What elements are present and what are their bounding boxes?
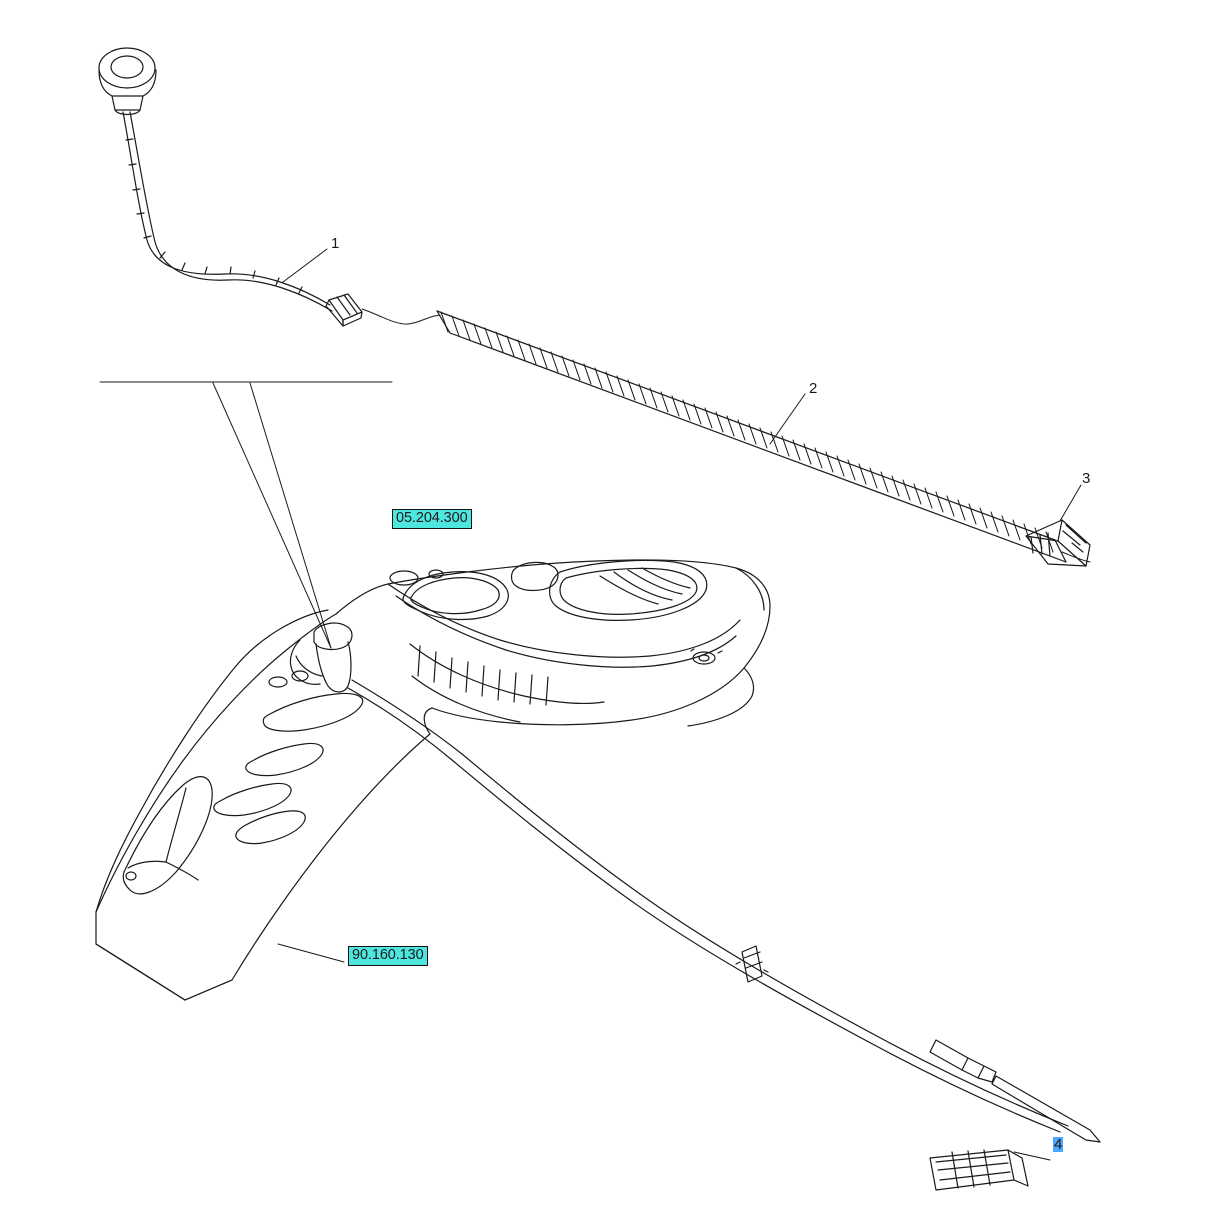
callout-3: 3 [1082,470,1091,487]
callout-4-chip[interactable]: 4 [1054,1136,1063,1153]
part-knob-rod-assembly [99,48,362,326]
part-end-fitting [1026,485,1090,566]
xref-90-160-130[interactable]: 90.160.130 [348,946,428,966]
callout-2: 2 [809,380,818,397]
callout-1: 1 [331,235,340,252]
part-control-cable [348,680,1100,1190]
part-fender-assembly [96,382,770,1000]
xref-05-204-300[interactable]: 05.204.300 [392,509,472,529]
